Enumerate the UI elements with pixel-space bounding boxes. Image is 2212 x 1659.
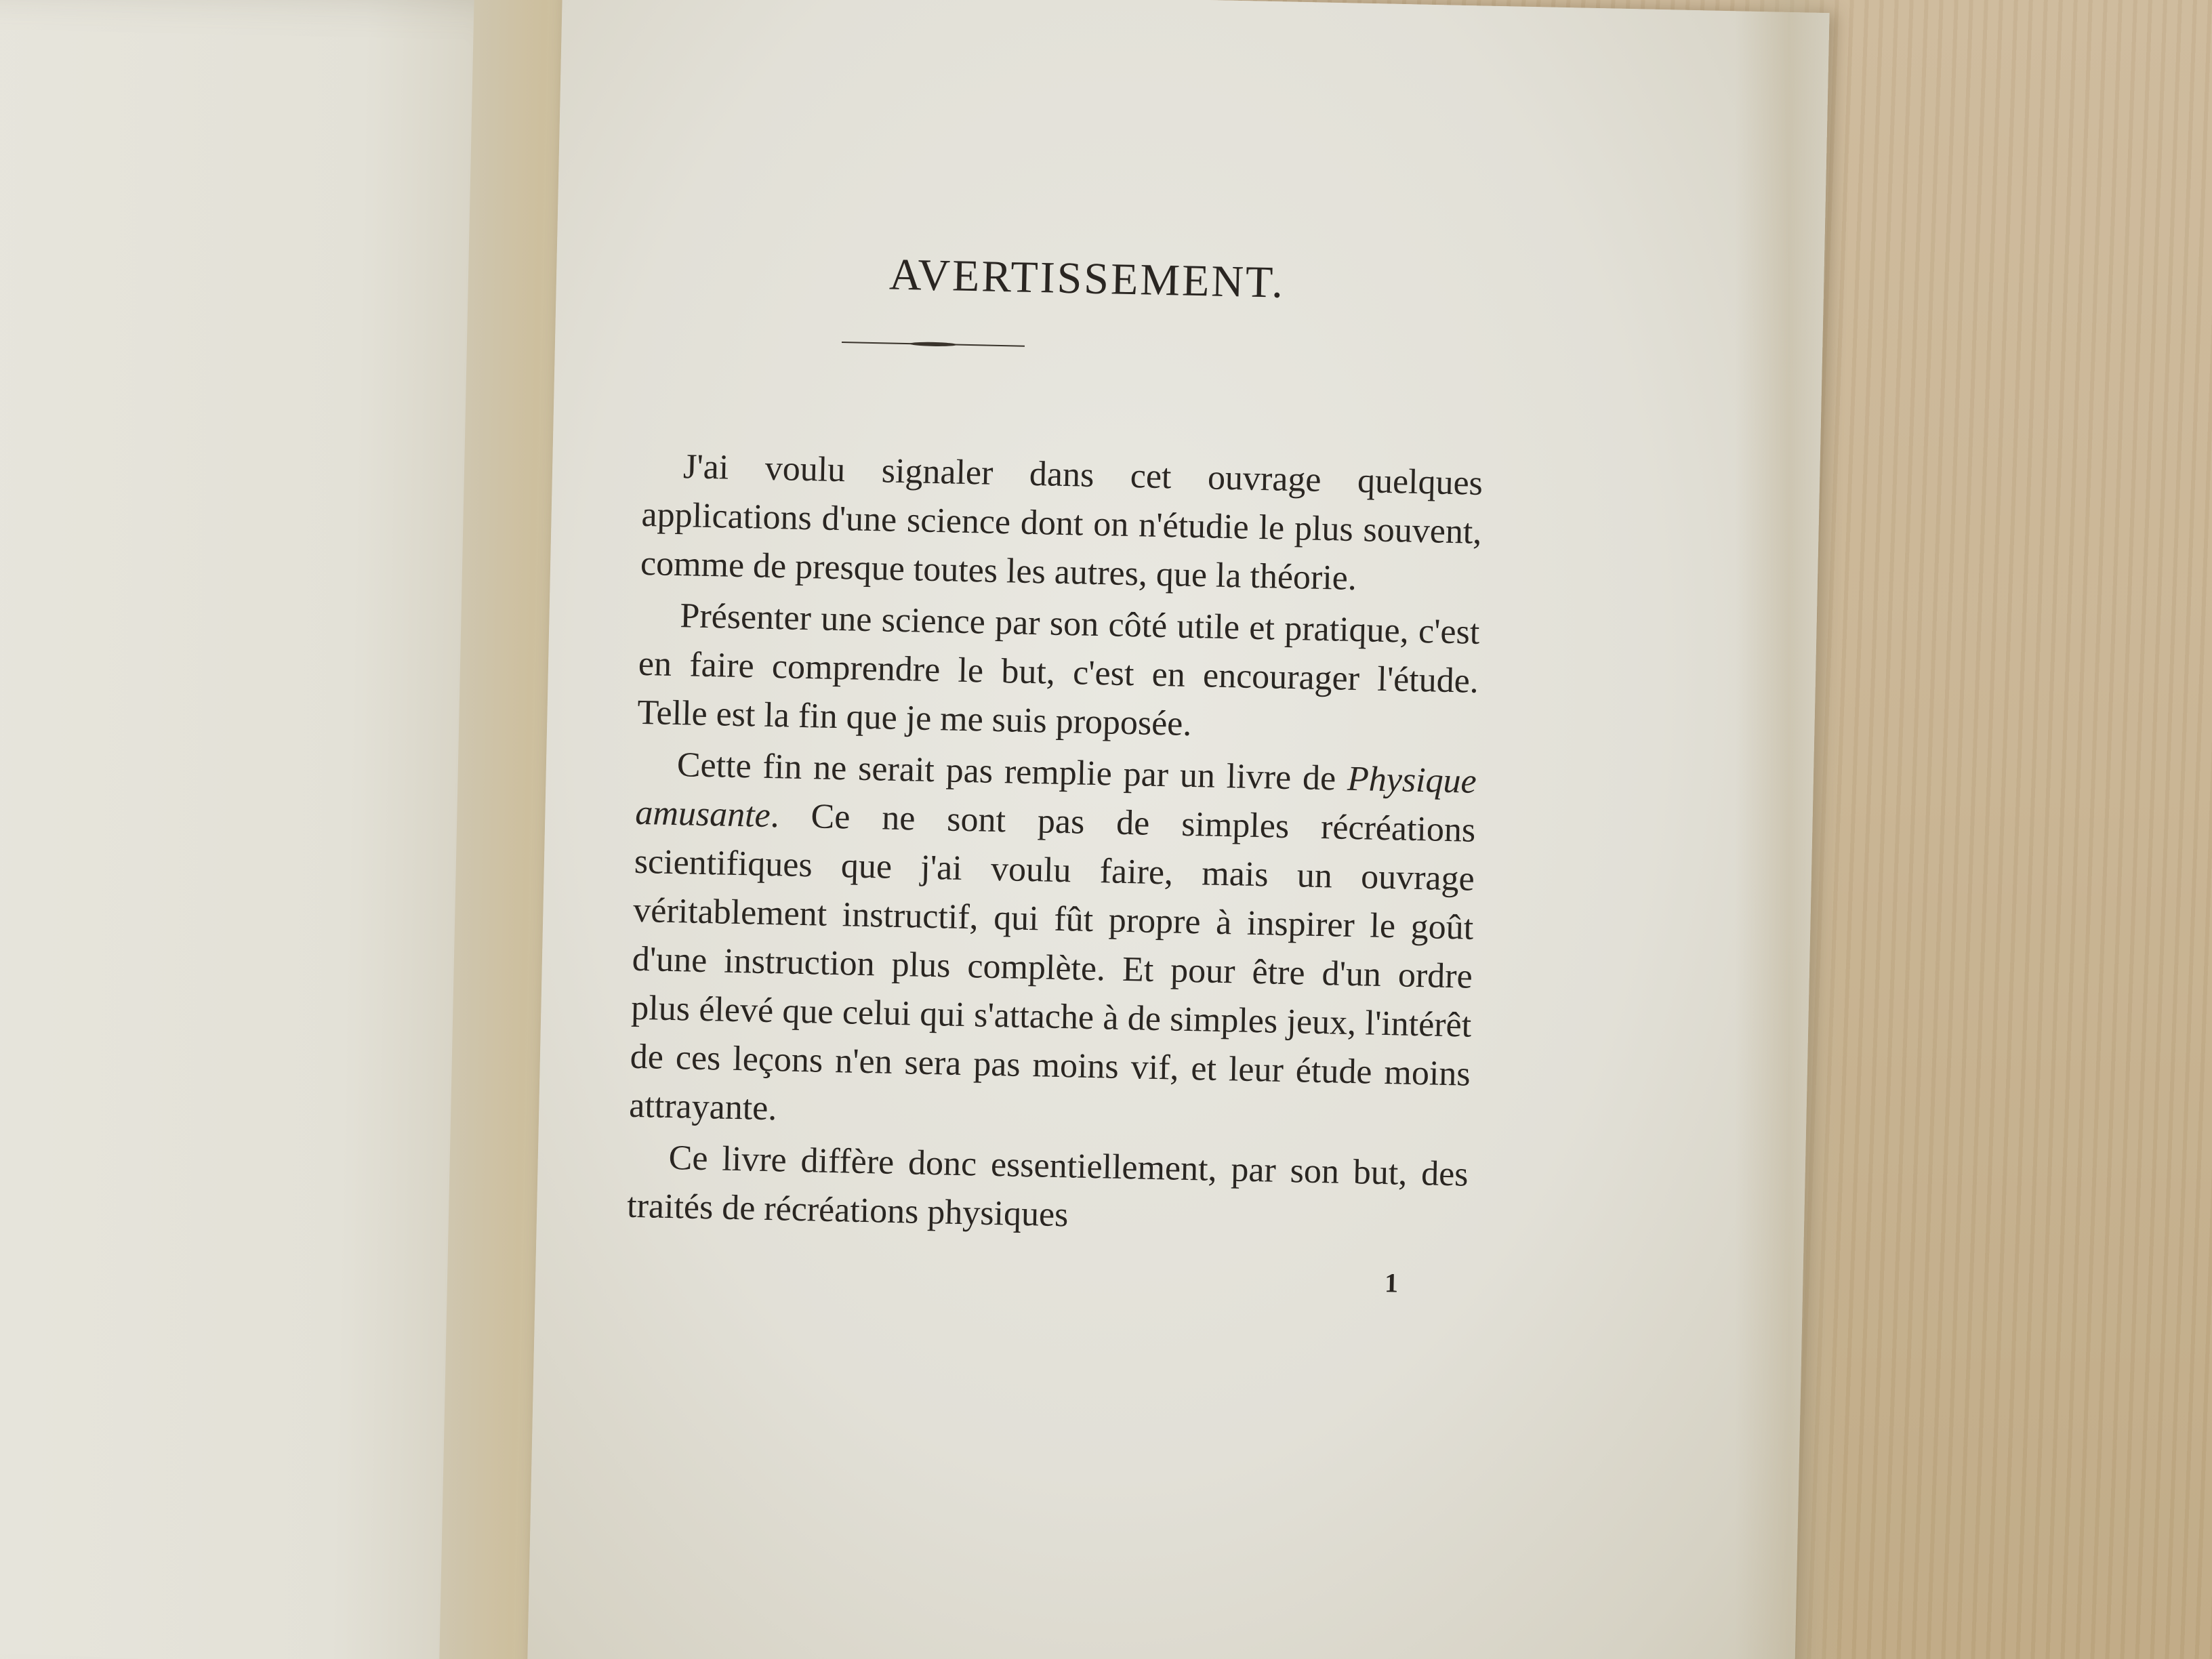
page-edge <box>1735 0 1843 1659</box>
paragraph-4: Ce livre diffère donc essentiellement, par son but, des traités de récréations physiques <box>626 1138 1469 1235</box>
ornamental-rule <box>842 340 1025 348</box>
paragraph-3 <box>629 740 1477 1148</box>
paragraph-3-rest: . Ce ne sont pas de simples récréations scientifiques que j'ai voulu faire, mais un ouvrage véritablement instructif, qui fût propre à inspirer le goût d'une instruction plus complète. Et pour être d'un ordre plus élevé que celui qui s'attache à de simples jeux, l'intérêt de ces leçons n'en sera pas moins vif, et leur étude moins attrayante. <box>628 796 1476 1128</box>
italic-title: Physique amusante <box>634 759 1477 835</box>
page-text-block <box>626 244 1488 1300</box>
page-number: 1 <box>1384 1267 1399 1298</box>
paragraph-3-start: Cette fin ne serait pas remplie par un livre de <box>676 745 1348 798</box>
paragraph-1: J'ai voulu signaler dans cet ouvrage quelques applications d'une science dont on n'étudie le plus souvent, comme de presque toutes les autres, que la théorie. <box>640 447 1483 598</box>
paragraph-2: Présenter une science par son côté utile et pratique, c'est en faire comprendre le but, c'est en encourager l'étude. Telle est la fin que je me suis proposée. <box>636 596 1480 743</box>
page-title: AVERTISSEMENT. <box>888 249 1286 308</box>
bleed-through-text: ​ <box>226 127 228 184</box>
